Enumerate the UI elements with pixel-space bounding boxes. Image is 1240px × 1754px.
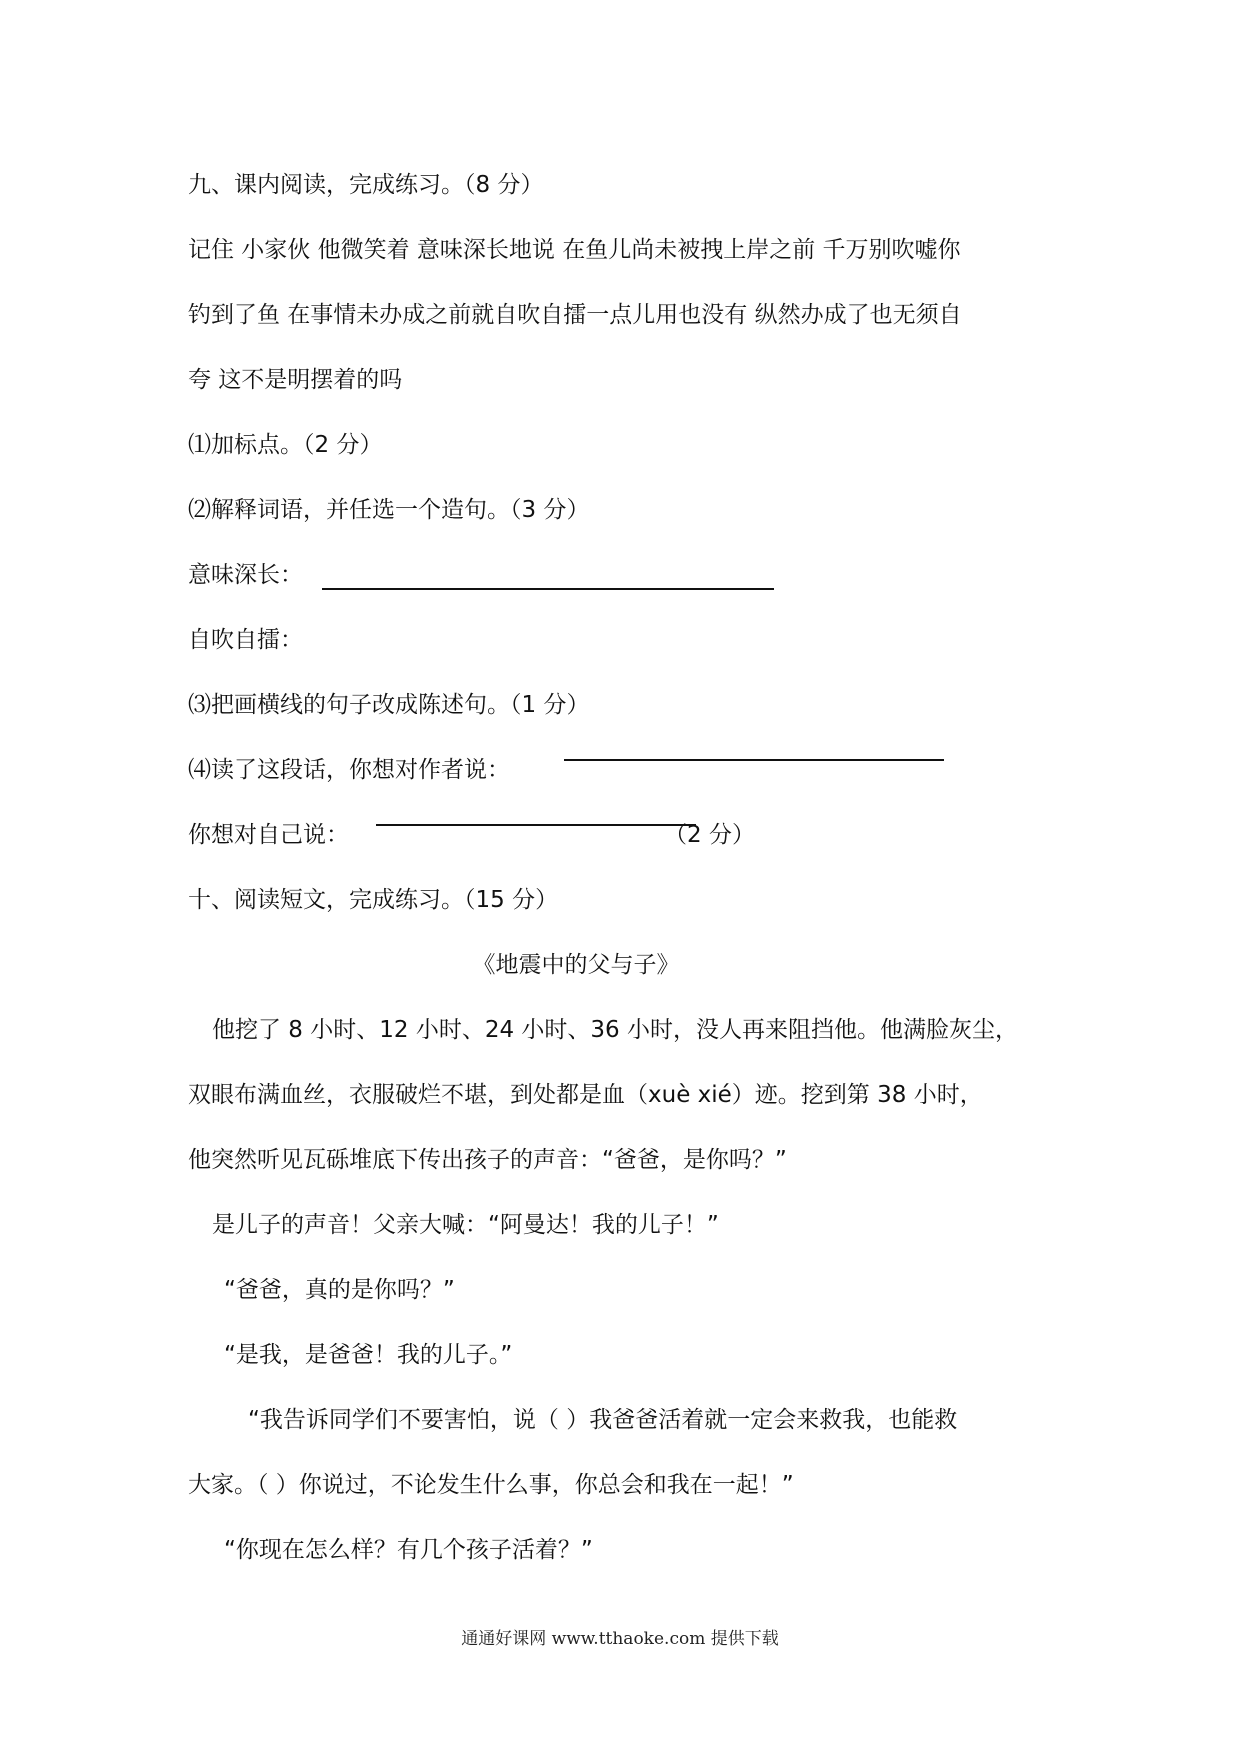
article-line: 他突然听见瓦砾堆底下传出孩子的声音：“爸爸，是你吗？” [188,1147,787,1173]
question-4b-score: （2 分） [664,822,755,848]
answer-line-self [376,824,696,826]
article-line: “爸爸，真的是你吗？” [224,1277,455,1303]
passage-line-2: 钓到了鱼 在事情未办成之前就自吹自擂一点儿用也没有 纵然办成了也无须自 [188,302,962,328]
article-line: 双眼布满血丝，衣服破烂不堪，到处都是血（xuè xié）迹。挖到第 38 小时， [188,1082,983,1108]
question-3: ⑶把画横线的句子改成陈述句。（1 分） [188,692,590,718]
article-line: “我告诉同学们不要害怕，说（ ）我爸爸活着就一定会来救我，也能救 [248,1407,958,1433]
passage-line-1: 记住 小家伙 他微笑着 意味深长地说 在鱼儿尚未被拽上岸之前 千万别吹嘘你 [188,237,961,263]
article-line: 是儿子的声音！父亲大喊：“阿曼达！我的儿子！” [212,1212,719,1238]
question-2: ⑵解释词语，并任选一个造句。（3 分） [188,497,590,523]
article-line: 他挖了 8 小时、12 小时、24 小时、36 小时，没人再来阻挡他。他满脸灰尘， [212,1017,1018,1043]
question-1: ⑴加标点。（2 分） [188,432,383,458]
article-line: “是我，是爸爸！我的儿子。” [224,1342,513,1368]
word-1-label: 意味深长： [188,562,303,588]
article-line: “你现在怎么样？有几个孩子活着？” [224,1537,593,1563]
question-4: ⑷读了这段话，你想对作者说： [188,757,510,783]
page-footer: 通通好课网 www.tthaoke.com 提供下载 [461,1629,779,1649]
section10-title: 十、阅读短文，完成练习。（15 分） [188,887,559,913]
question-4b: 你想对自己说： [188,822,349,848]
article-line: 大家。（ ）你说过，不论发生什么事，你总会和我在一起！” [188,1472,794,1498]
answer-line-author [564,759,944,761]
word-2-label: 自吹自擂： [188,627,303,653]
answer-line-word-1 [322,588,774,590]
passage-line-3: 夸 这不是明摆着的吗 [188,367,403,393]
article-title: 《地震中的父与子》 [472,952,680,978]
section9-title: 九、课内阅读，完成练习。（8 分） [188,172,544,198]
